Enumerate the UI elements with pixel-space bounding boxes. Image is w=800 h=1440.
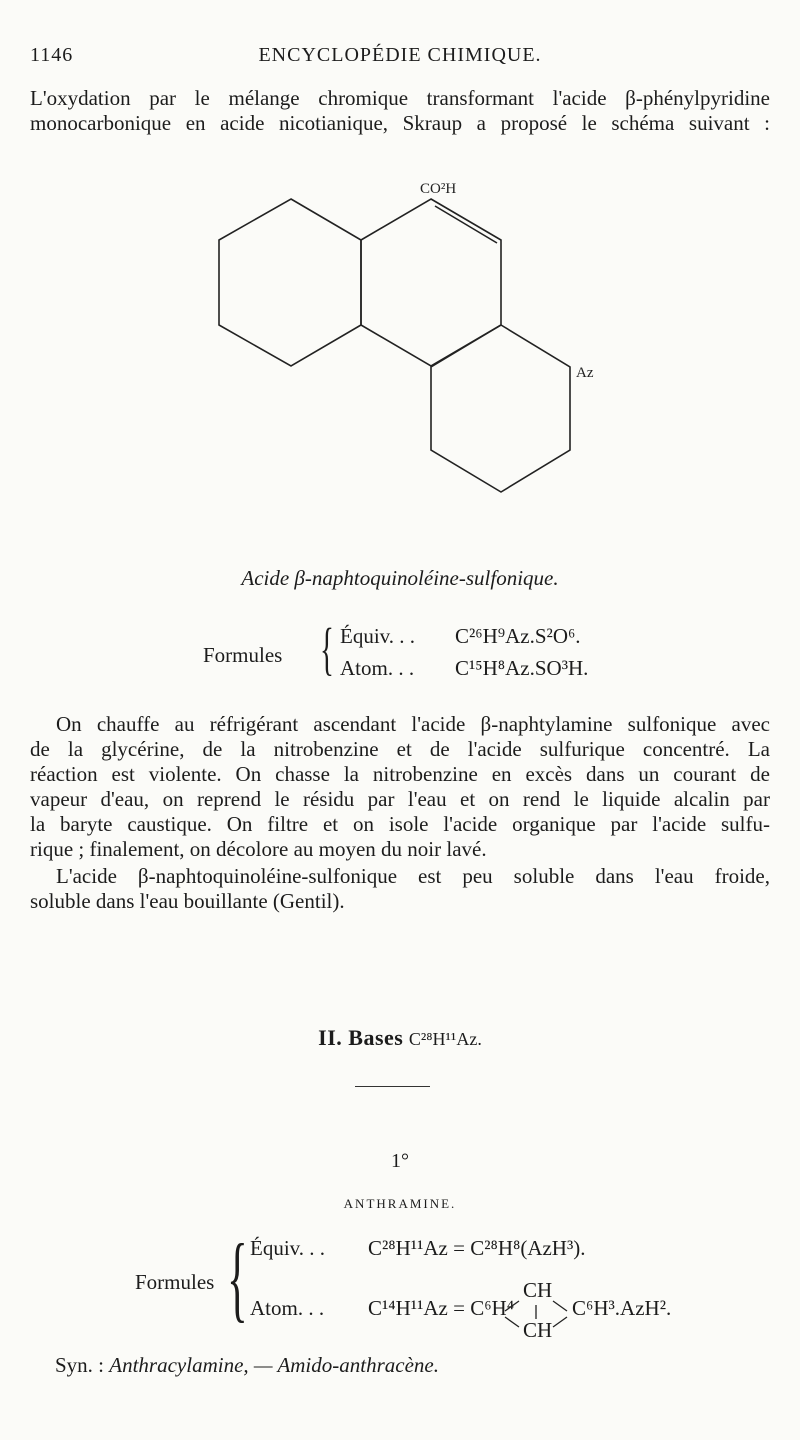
body-line: On chauffe au réfrigérant ascendant l'acide β-naphtylamine sulfonique avec [56, 712, 770, 736]
running-title: ENCYCLOPÉDIE CHIMIQUE. [258, 44, 542, 66]
section-heading [0, 1025, 800, 1051]
body-line: vapeur d'eau, on reprend le résidu par l'eau et on rend le liquide alcalin par [30, 787, 770, 811]
body-line: soluble dans l'eau bouillante (Gentil). [30, 889, 345, 913]
skraup-structure-diagram [200, 175, 620, 515]
atom-formula: C¹⁵H⁸Az.SO³H. [455, 656, 589, 680]
middle-ring [361, 199, 501, 366]
nitrogen-label: Az [576, 365, 594, 381]
brace-glyph: { [227, 1224, 248, 1331]
left-ring [219, 199, 361, 366]
carboxyl-label: CO²H [420, 181, 457, 197]
atom-label: Atom. . . [250, 1296, 325, 1320]
subsection-name: ANTHRAMINE. [343, 1196, 457, 1211]
synonyms-prefix: Syn. : [55, 1353, 105, 1377]
body-paragraph-1 [30, 712, 770, 862]
page-header [0, 44, 800, 74]
body-paragraph-2 [30, 864, 770, 914]
intro-line: L'oxydation par le mélange chromique transformant l'acide β-phénylpyridine [30, 86, 770, 110]
inner-double-bond [435, 206, 497, 243]
bottom-ring [431, 325, 570, 492]
brace-glyph: { [320, 616, 334, 681]
section-divider [355, 1086, 430, 1087]
body-line: de la glycérine, de la nitrobenzine et de l'acide sulfurique concentré. La [30, 737, 770, 761]
body-line: L'acide β-naphtoquinoléine-sulfonique est peu soluble dans l'eau froide, [56, 864, 770, 888]
atom-formula-right: C⁶H³.AzH². [572, 1296, 672, 1320]
body-line: la baryte caustique. On filtre et on isole l'acide organique par l'acide sulfu- [30, 812, 770, 836]
section-title: II. Bases [318, 1025, 404, 1050]
body-line: réaction est violente. On chasse la nitrobenzine en excès dans un courant de [30, 762, 770, 786]
atom-label: Atom. . . [340, 656, 415, 680]
page-number: 1146 [30, 44, 74, 66]
formulas-label: Formules [203, 643, 283, 667]
bridge-top-ch: CH [523, 1278, 553, 1302]
equiv-formula: C²⁶H⁹Az.S²O⁶. [455, 624, 581, 648]
equiv-label: Équiv. . . [250, 1236, 326, 1260]
intro-line: monocarbonique en acide nicotianique, Skraup a proposé le schéma suivant : [30, 111, 770, 135]
atom-formula-left: C¹⁴H¹¹Az = C⁶H⁴ [368, 1296, 515, 1320]
equiv-label: Équiv. . . [340, 624, 416, 648]
formulas-block-2 [135, 1224, 735, 1346]
section-formula: C²⁸H¹¹Az. [408, 1029, 482, 1049]
compound-caption: Acide β-naphtoquinoléine-sulfonique. [241, 566, 559, 590]
formulas-label: Formules [135, 1270, 215, 1294]
equiv-formula: C²⁸H¹¹Az = C²⁸H⁸(AzH³). [368, 1236, 586, 1260]
bridge-bottom-ch: CH [523, 1318, 553, 1342]
body-line: rique ; finalement, on décolore au moyen du noir lavé. [30, 837, 487, 861]
synonyms-names: Anthracylamine, — Amido-anthracène. [109, 1353, 439, 1377]
synonyms-line [55, 1353, 439, 1378]
formulas-block-1 [203, 616, 703, 688]
intro-paragraph [30, 86, 770, 136]
subsection-number: 1° [391, 1150, 409, 1172]
